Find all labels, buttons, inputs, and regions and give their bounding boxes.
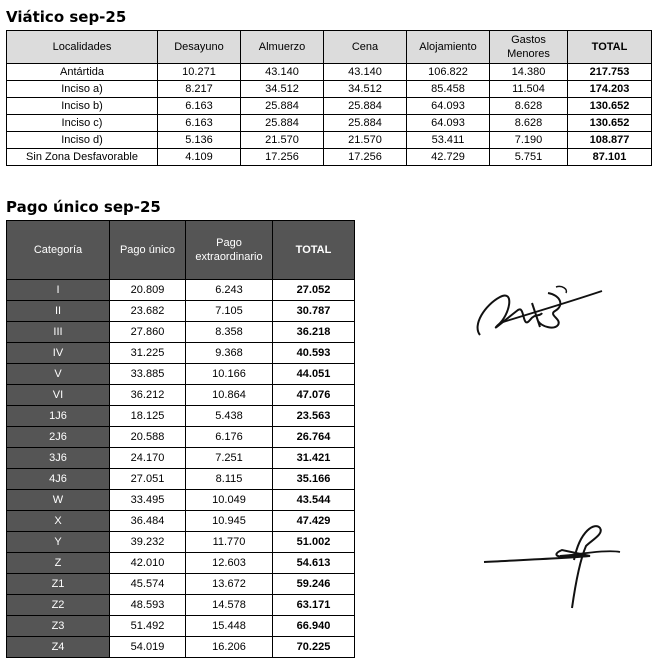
col-header-pago-unico: Pago único <box>110 221 186 280</box>
total-cell: 23.563 <box>273 406 355 427</box>
category-cell: 4J6 <box>7 469 110 490</box>
viatico-title: Viático sep-25 <box>6 8 127 26</box>
value-cell: 10.166 <box>186 364 273 385</box>
total-cell: 40.593 <box>273 343 355 364</box>
total-cell: 36.218 <box>273 322 355 343</box>
value-cell: 5.136 <box>158 132 241 149</box>
value-cell: 36.212 <box>110 385 186 406</box>
table-row <box>7 280 355 301</box>
value-cell: 31.225 <box>110 343 186 364</box>
value-cell: 106.822 <box>407 64 490 81</box>
value-cell: 14.380 <box>490 64 568 81</box>
value-cell: 64.093 <box>407 115 490 132</box>
table-row <box>7 149 652 166</box>
value-cell: 8.628 <box>490 98 568 115</box>
total-cell: 43.544 <box>273 490 355 511</box>
category-cell: Z2 <box>7 595 110 616</box>
value-cell: 33.885 <box>110 364 186 385</box>
value-cell: 39.232 <box>110 532 186 553</box>
value-cell: 20.588 <box>110 427 186 448</box>
category-cell: I <box>7 280 110 301</box>
table-row <box>7 406 355 427</box>
value-cell: 43.140 <box>324 64 407 81</box>
value-cell: 5.438 <box>186 406 273 427</box>
value-cell: 23.682 <box>110 301 186 322</box>
locality-cell: Inciso a) <box>7 81 158 98</box>
col-header-cena: Cena <box>324 31 407 64</box>
value-cell: 10.864 <box>186 385 273 406</box>
value-cell: 25.884 <box>324 98 407 115</box>
value-cell: 45.574 <box>110 574 186 595</box>
value-cell: 34.512 <box>241 81 324 98</box>
table-row <box>7 490 355 511</box>
value-cell: 5.751 <box>490 149 568 166</box>
category-cell: II <box>7 301 110 322</box>
category-cell: Z4 <box>7 637 110 658</box>
viatico-table <box>6 30 652 166</box>
viatico-header-row <box>7 31 652 64</box>
table-row <box>7 532 355 553</box>
value-cell: 6.163 <box>158 115 241 132</box>
total-cell: 63.171 <box>273 595 355 616</box>
table-row <box>7 448 355 469</box>
category-cell: Z1 <box>7 574 110 595</box>
value-cell: 12.603 <box>186 553 273 574</box>
total-cell: 66.940 <box>273 616 355 637</box>
total-cell: 130.652 <box>568 115 652 132</box>
locality-cell: Inciso d) <box>7 132 158 149</box>
value-cell: 36.484 <box>110 511 186 532</box>
value-cell: 20.809 <box>110 280 186 301</box>
col-header-localidades: Localidades <box>7 31 158 64</box>
table-row <box>7 364 355 385</box>
pago-header-row <box>7 221 355 280</box>
value-cell: 7.105 <box>186 301 273 322</box>
locality-cell: Antártida <box>7 64 158 81</box>
col-header-alojamiento: Alojamiento <box>407 31 490 64</box>
category-cell: Y <box>7 532 110 553</box>
table-row <box>7 574 355 595</box>
table-row <box>7 553 355 574</box>
total-cell: 54.613 <box>273 553 355 574</box>
col-header-pago-extraordinario: Pago extraordinario <box>186 221 273 280</box>
value-cell: 25.884 <box>241 98 324 115</box>
total-cell: 87.101 <box>568 149 652 166</box>
total-cell: 47.076 <box>273 385 355 406</box>
table-row <box>7 64 652 81</box>
value-cell: 27.051 <box>110 469 186 490</box>
table-row <box>7 343 355 364</box>
value-cell: 9.368 <box>186 343 273 364</box>
value-cell: 7.190 <box>490 132 568 149</box>
category-cell: V <box>7 364 110 385</box>
value-cell: 27.860 <box>110 322 186 343</box>
total-cell: 31.421 <box>273 448 355 469</box>
category-cell: 2J6 <box>7 427 110 448</box>
table-row <box>7 469 355 490</box>
table-row <box>7 98 652 115</box>
locality-cell: Sin Zona Desfavorable <box>7 149 158 166</box>
value-cell: 21.570 <box>241 132 324 149</box>
total-cell: 26.764 <box>273 427 355 448</box>
col-header-total: TOTAL <box>568 31 652 64</box>
category-cell: 3J6 <box>7 448 110 469</box>
total-cell: 35.166 <box>273 469 355 490</box>
value-cell: 43.140 <box>241 64 324 81</box>
locality-cell: Inciso c) <box>7 115 158 132</box>
table-row <box>7 637 355 658</box>
table-row <box>7 301 355 322</box>
value-cell: 64.093 <box>407 98 490 115</box>
table-row <box>7 595 355 616</box>
value-cell: 11.770 <box>186 532 273 553</box>
total-cell: 30.787 <box>273 301 355 322</box>
value-cell: 34.512 <box>324 81 407 98</box>
value-cell: 8.217 <box>158 81 241 98</box>
value-cell: 53.411 <box>407 132 490 149</box>
total-cell: 174.203 <box>568 81 652 98</box>
value-cell: 13.672 <box>186 574 273 595</box>
value-cell: 8.115 <box>186 469 273 490</box>
table-row <box>7 132 652 149</box>
value-cell: 11.504 <box>490 81 568 98</box>
value-cell: 10.945 <box>186 511 273 532</box>
col-header-desayuno: Desayuno <box>158 31 241 64</box>
table-row <box>7 427 355 448</box>
table-row <box>7 115 652 132</box>
locality-cell: Inciso b) <box>7 98 158 115</box>
col-header-gastos-menores: Gastos Menores <box>490 31 568 64</box>
value-cell: 51.492 <box>110 616 186 637</box>
value-cell: 6.163 <box>158 98 241 115</box>
value-cell: 16.206 <box>186 637 273 658</box>
value-cell: 42.729 <box>407 149 490 166</box>
category-cell: Z3 <box>7 616 110 637</box>
value-cell: 17.256 <box>241 149 324 166</box>
table-row <box>7 322 355 343</box>
value-cell: 18.125 <box>110 406 186 427</box>
category-cell: Z <box>7 553 110 574</box>
total-cell: 59.246 <box>273 574 355 595</box>
value-cell: 6.176 <box>186 427 273 448</box>
value-cell: 4.109 <box>158 149 241 166</box>
table-row <box>7 81 652 98</box>
value-cell: 85.458 <box>407 81 490 98</box>
col-header-total: TOTAL <box>273 221 355 280</box>
value-cell: 10.271 <box>158 64 241 81</box>
signature-top <box>470 275 610 355</box>
col-header-almuerzo: Almuerzo <box>241 31 324 64</box>
value-cell: 7.251 <box>186 448 273 469</box>
value-cell: 33.495 <box>110 490 186 511</box>
pago-table <box>6 220 355 658</box>
total-cell: 51.002 <box>273 532 355 553</box>
value-cell: 17.256 <box>324 149 407 166</box>
category-cell: 1J6 <box>7 406 110 427</box>
value-cell: 8.628 <box>490 115 568 132</box>
table-row <box>7 616 355 637</box>
pago-title: Pago único sep-25 <box>6 198 161 216</box>
col-header-categoria: Categoría <box>7 221 110 280</box>
value-cell: 10.049 <box>186 490 273 511</box>
value-cell: 21.570 <box>324 132 407 149</box>
table-row <box>7 511 355 532</box>
total-cell: 217.753 <box>568 64 652 81</box>
category-cell: X <box>7 511 110 532</box>
category-cell: W <box>7 490 110 511</box>
category-cell: IV <box>7 343 110 364</box>
value-cell: 24.170 <box>110 448 186 469</box>
category-cell: VI <box>7 385 110 406</box>
total-cell: 130.652 <box>568 98 652 115</box>
signature-bottom <box>480 520 630 615</box>
value-cell: 8.358 <box>186 322 273 343</box>
value-cell: 6.243 <box>186 280 273 301</box>
total-cell: 108.877 <box>568 132 652 149</box>
total-cell: 27.052 <box>273 280 355 301</box>
value-cell: 42.010 <box>110 553 186 574</box>
value-cell: 15.448 <box>186 616 273 637</box>
value-cell: 25.884 <box>241 115 324 132</box>
value-cell: 25.884 <box>324 115 407 132</box>
total-cell: 47.429 <box>273 511 355 532</box>
value-cell: 48.593 <box>110 595 186 616</box>
value-cell: 54.019 <box>110 637 186 658</box>
table-row <box>7 385 355 406</box>
total-cell: 70.225 <box>273 637 355 658</box>
value-cell: 14.578 <box>186 595 273 616</box>
category-cell: III <box>7 322 110 343</box>
total-cell: 44.051 <box>273 364 355 385</box>
